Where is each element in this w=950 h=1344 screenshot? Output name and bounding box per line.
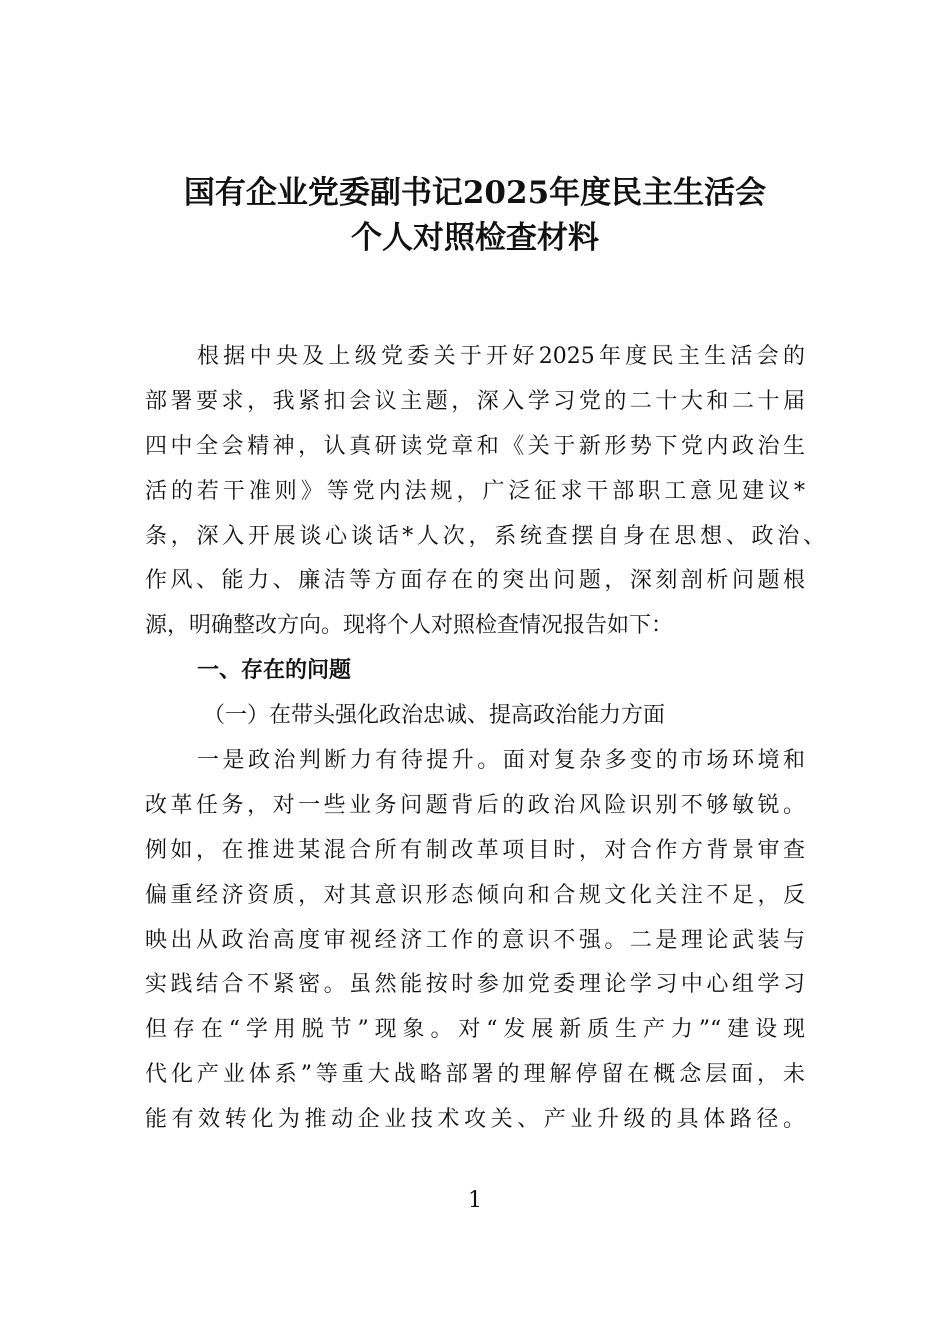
subsection-heading: （一）在带头强化政治忠诚、提高政治能力方面 — [203, 703, 666, 729]
paragraph-line: 代化产业体系”等重大战略部署的理解停留在概念层面，未 — [145, 1062, 805, 1088]
intro-line: 条，深入开展谈心谈话*人次，系统查摆自身在思想、政治、 — [145, 523, 825, 549]
paragraph-line: 能有效转化为推动企业技术攻关、产业升级的具体路径。 — [145, 1107, 805, 1133]
paragraph-line: 但存在“学用脱节”现象。对“发展新质生产力”“建设现 — [145, 1017, 805, 1043]
paragraph-line: 映出从政治高度审视经济工作的意识不强。二是理论武装与 — [145, 927, 805, 953]
paragraph-line: 例如，在推进某混合所有制改革项目时，对合作方背景审查 — [145, 837, 805, 863]
paragraph-line: 实践结合不紧密。虽然能按时参加党委理论学习中心组学习 — [145, 972, 805, 998]
paragraph-line: 一是政治判断力有待提升。面对复杂多变的市场环境和 — [197, 748, 805, 774]
section-heading: 一、存在的问题 — [197, 658, 352, 684]
intro-line: 根据中央及上级党委关于开好2025年度民主生活会的 — [197, 344, 805, 369]
intro-line: 活的若干准则》等党内法规，广泛征求干部职工意见建议* — [145, 478, 805, 504]
intro-line: 四中全会精神，认真研读党章和《关于新形势下党内政治生 — [145, 433, 805, 459]
intro-line: 部署要求，我紧扣会议主题，深入学习党的二十大和二十届 — [145, 388, 805, 414]
page-number: 1 — [468, 1188, 482, 1213]
paragraph-line: 偏重经济资质，对其意识形态倾向和合规文化关注不足，反 — [145, 882, 805, 908]
document-title-line-2: 个人对照检查材料 — [351, 220, 599, 256]
intro-line: 源，明确整改方向。现将个人对照检查情况报告如下： — [145, 613, 674, 639]
document-title-line-1: 国有企业党委副书记2025年度民主生活会 — [183, 175, 767, 211]
intro-line: 作风、能力、廉洁等方面存在的突出问题，深刻剖析问题根 — [145, 568, 805, 594]
document-body — [145, 335, 825, 1143]
paragraph-line: 改革任务，对一些业务问题背后的政治风险识别不够敏锐。 — [145, 792, 805, 818]
